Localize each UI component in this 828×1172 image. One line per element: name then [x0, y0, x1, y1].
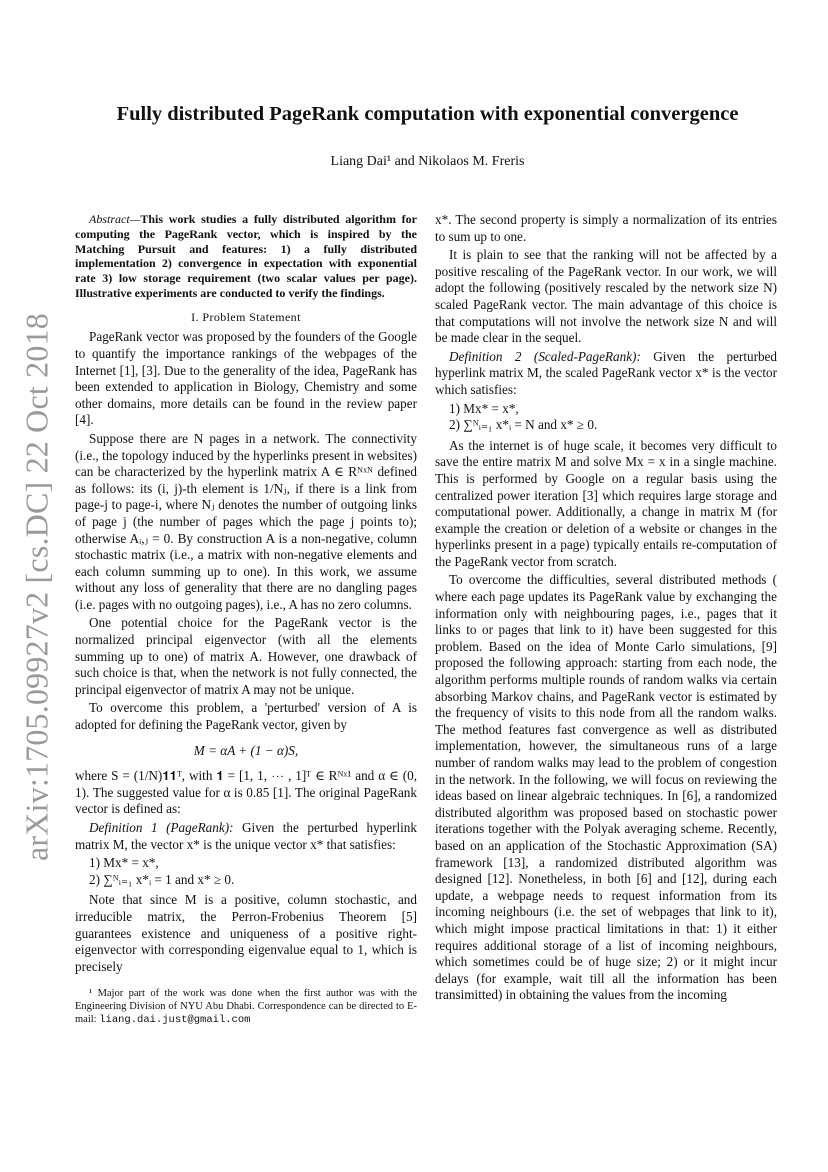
left-column — [75, 212, 417, 1027]
definition-2-body: Given the perturbed hyperlink matrix M, the scaled PageRank vector x* is the vector which satisfies: — [435, 348, 778, 397]
definition-1 — [75, 820, 417, 853]
arxiv-side-label — [16, 312, 58, 862]
section-heading: I. Problem Statement — [191, 309, 301, 324]
paragraph: To overcome the difficulties, several distributed methods ( where each page updates its PageRank value by exchanging the information only with neighbouring pages, i.e., pages that it links to or pages that link to it) have been suggested for this problem. Based on the idea of Monte Carlo simulations, [9] proposed the following approach: starting from each node, the algorithm performs multiple rounds of random walks via certain absorbing Markov chains, and PageRank vector is estimated by the frequency of visits to this node from all the random walks. The method features fast convergence as well as distributed implementation, however, the simultaneous runs of a large number of random walks may lead to the problem of congestion in the network. In the following, we will focus on reviewing the ideas based on linear algebraic techniques. In [6], a randomized distributed algorithm was proposed based on stochastic power iterations together with the Polyak averaging scheme. Recently, based on an application of the Stochastic Approximation (SA) framework [13], a randomized distributed algorithm was designed [12]. Nonetheless, in both [6] and [12], during each update, a webpage needs to request information from its incoming neighbours (i.e. the set of webpages that link to it), which might impose practical limitations in that: 1) it either requires additional storage of a list of incoming neighbours, which sometimes could be of huge size; 2) or it might incur delays (for example, wait till all the information has been transimitted) in obtaining the values from the incoming — [435, 572, 777, 1003]
paragraph: To overcome this problem, a 'perturbed' version of A is adopted for defining the PageRank vector, given by — [75, 700, 417, 733]
footnote-email: liang.dai.just@gmail.com — [99, 1014, 251, 1027]
definition-1-body: Given the perturbed hyperlink matrix M, the vector x* is the unique vector x* that satisfies: — [75, 820, 417, 852]
paragraph: Note that since M is a positive, column stochastic, and irreducible matrix, the Perron-Frobenius Theorem [5] guarantees existence and uniqueness of a positive right-eigenvector with corresponding eigenvalue equal to 1, which is precisely — [75, 892, 417, 974]
list-item: 1) Mx* = x*, — [449, 400, 519, 416]
paragraph: One potential choice for the PageRank vector is the normalized principal eigenvector (with all the elements summing up to one) of matrix A. However, one drawback of such choice is that, when the network is not fully connected, the principal eigenvector of matrix A may not be unique. — [75, 615, 417, 697]
definition-1-list — [89, 855, 417, 888]
paragraph: As the internet is of huge scale, it becomes very difficult to save the entire matrix M and solve Mx = x in a single machine. This is performed by Google on a regular basis using the centralized power iteration [3] which requires large storage and computational power. Additionally, a change in matrix M (for example the creation or deletion of a website or changes in the hyperlinks present in a page) typically entails re-computation of the PageRank vector from scratch. — [435, 437, 777, 569]
footnote-text: ¹ Major part of the work was done when the first author was with the Engineering Division of NYU Abu Dhabi. Correspondence can be directed to E-mail: — [75, 988, 417, 1026]
paragraph: Suppose there are N pages in a network. The connectivity (i.e., the topology induced by the hyperlinks present in websites) can be characterized by the hyperlink matrix A ∈ Rᴺˣᴺ defined as follows: its (i, j)-th element is 1/Nⱼ, if there is a link from page-j to page-i, where Nⱼ denotes the number of outgoing links of page j (the number of pages which the page j points to); otherwise Aᵢ,ⱼ = 0. By construction A is a non-negative, column stochastic matrix (i.e., a matrix with non-negative elements and each column summing up to one). In this work, we assume without any loss of generality that there are no dangling pages (i.e. pages with no outgoing pages), i.e., A has no zero columns. — [75, 430, 417, 612]
definition-2 — [435, 349, 777, 399]
paragraph: PageRank vector was proposed by the founders of the Google to quantify the importance rankings of the webpages of the Internet [1], [3]. Due to the generality of the idea, PageRank has been extended to application in Biology, Chemistry and some other domains, more details can be found in the review paper [4]. — [75, 329, 417, 428]
equation: M = αA + (1 − α)S, — [193, 742, 299, 758]
abstract-heading: Abstract— — [89, 212, 141, 226]
list-item: 2) ∑ᴺᵢ₌₁ x*ᵢ = N and x* ≥ 0. — [449, 417, 598, 433]
paragraph: x*. The second property is simply a normalization of its entries to sum up to one. — [435, 212, 777, 244]
definition-2-heading: Definition 2 (Scaled-PageRank): — [449, 348, 641, 364]
list-item: 1) Mx* = x*, — [89, 855, 159, 871]
list-item: 2) ∑ᴺᵢ₌₁ x*ᵢ = 1 and x* ≥ 0. — [89, 871, 235, 887]
arxiv-identifier: arXiv:1705.09927v2 [cs.DC] 22 Oct 2018 — [18, 313, 55, 861]
paper-title: Fully distributed PageRank computation with exponential convergence — [116, 103, 739, 125]
abstract — [75, 212, 417, 301]
footnote — [75, 987, 417, 1027]
definition-2-list — [449, 401, 777, 434]
right-column — [435, 212, 777, 1006]
paper-authors: Liang Dai¹ and Nikolaos M. Freris — [330, 154, 525, 169]
definition-1-heading: Definition 1 (PageRank): — [89, 820, 234, 835]
paragraph: where S = (1/N)𝟏𝟏ᵀ, with 𝟏 = [1, 1, ⋯ , 1]ᵀ ∈ Rᴺˣ¹ and α ∈ (0, 1). The suggested value for α is 0.85 [1]. The original PageRank vector is defined as: — [75, 768, 417, 817]
paragraph: It is plain to see that the ranking will not be affected by a positive rescaling of the PageRank vector. In our work, we will adopt the following (positively rescaled by the network size N) scaled PageRank vector. The main advantage of this choice is that computations will not involve the network size N and will be made clear in the sequel. — [435, 247, 777, 346]
abstract-body: This work studies a fully distributed algorithm for computing the PageRank vector, which is inspired by the Matching Pursuit and features: 1) a fully distributed implementation 2) convergence in expectation with exponential rate 3) low storage requirement (two scalar values per page). Illustrative experiments are conducted to verify the findings. — [75, 212, 417, 300]
